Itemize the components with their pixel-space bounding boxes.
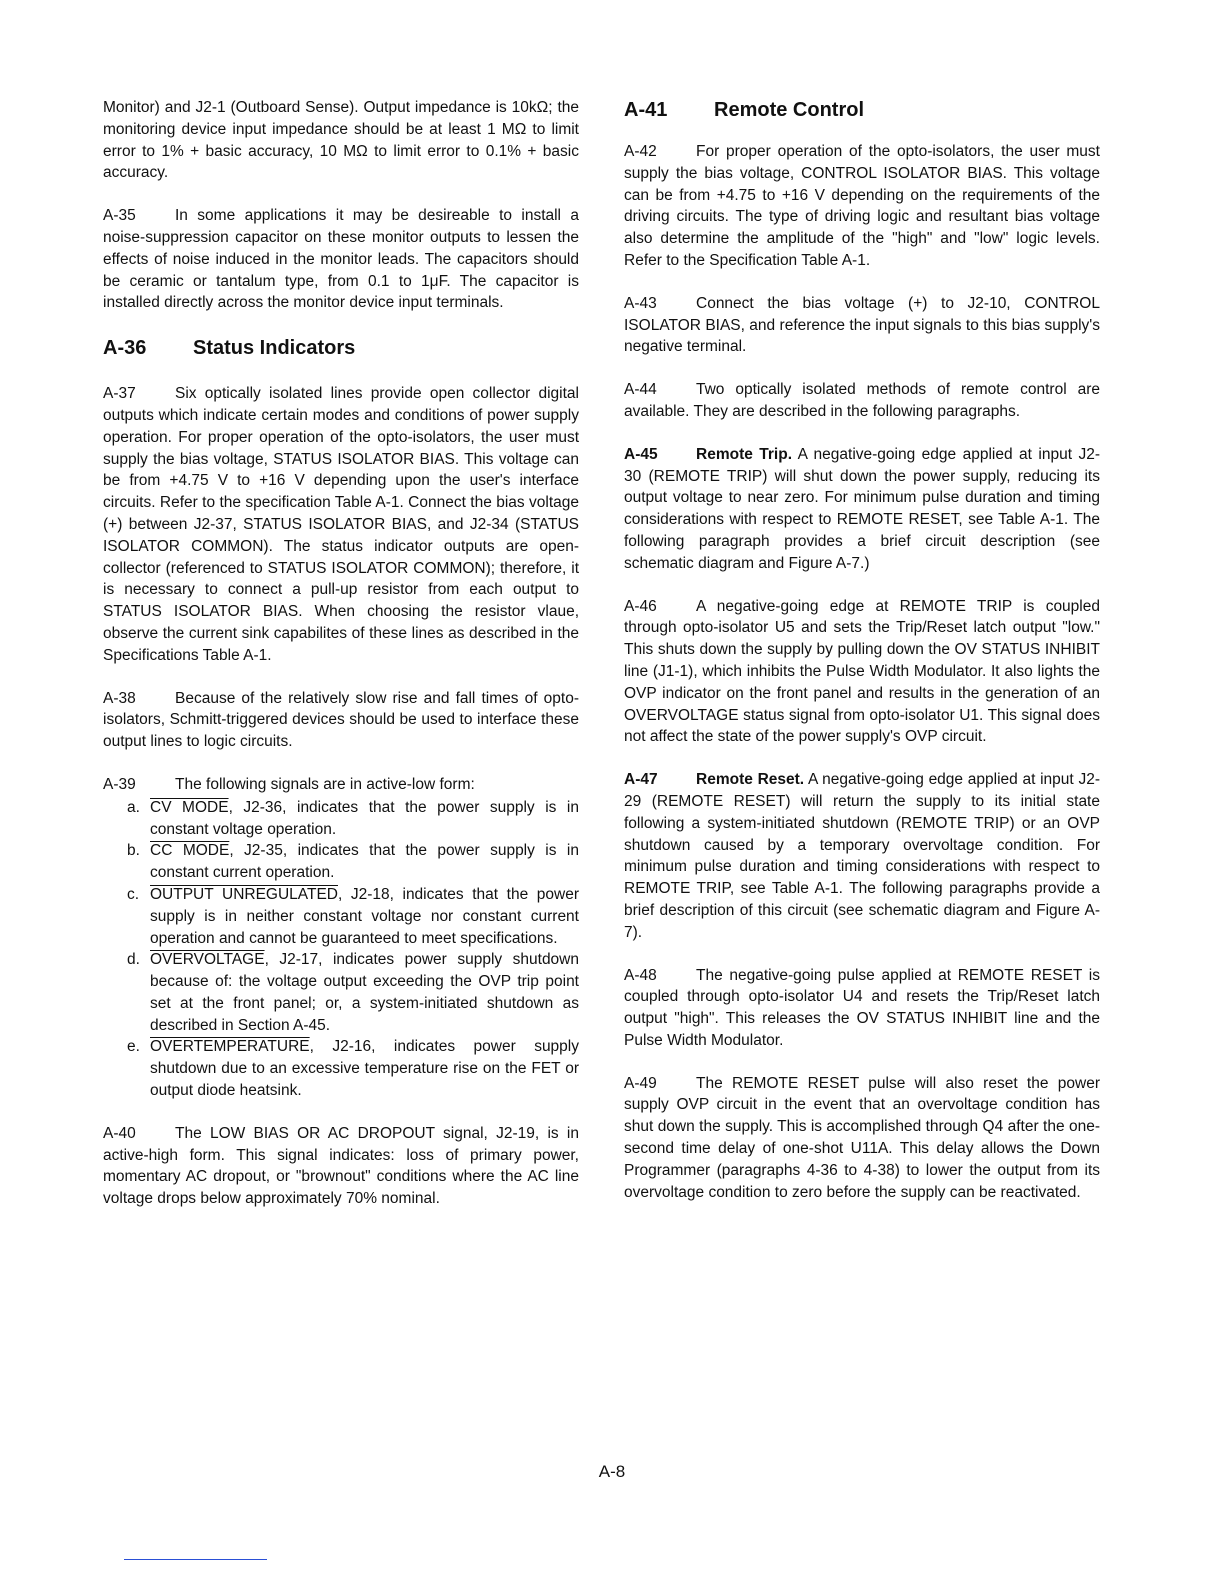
paragraph-number: A-44 [624,381,657,399]
list-item-text: , J2-36, indicates that the power supply is in constant voltage operation. [150,798,579,838]
paragraph-text: The REMOTE RESET pulse will also reset the power supply OVP circuit in the event that an overvoltage condition has shut down the supply. This is accomplished through Q4 after the one-second time delay of one-shot U11A. This delay allows the Down Programmer (paragraphs 4-36 to 4-38) to lower the output from its overvoltage condition to zero before the supply can be reactivated. [624,1074,1100,1201]
list-item-text: , J2-16, indicates power supply shutdown due to an excessive temperature rise on the FET or output diode heatsink. [150,1038,579,1100]
list-letter: a. [127,798,140,816]
right-column [624,97,1100,1224]
list-item [103,797,579,841]
paragraph-a37 [103,383,579,666]
list-letter: c. [127,885,140,903]
list-item [103,840,579,884]
paragraph-number: A-47 [624,771,658,789]
run-in-heading: Remote Reset. [696,771,805,789]
section-heading-status-indicators [103,335,579,361]
paragraph-number: A-39 [103,775,136,793]
paragraph-a49 [624,1073,1100,1204]
signal-name: OVERVOLTAGE [150,951,265,969]
list-letter: d. [127,951,140,969]
paragraph-number: A-48 [624,966,657,984]
section-title: Status Indicators [193,337,356,360]
section-title: Remote Control [714,99,864,121]
paragraph-text: A negative-going edge at REMOTE TRIP is coupled through opto-isolator U5 and sets the Trip/Reset latch output "low." This shuts down the supply by pulling down the OV STATUS INHIBIT line (J1-1), which inhibits the Pulse Width Modulator. It also lights the OVP indicator on the front panel and results in the generation of an OVERVOLTAGE status signal from opto-isolator U1. This signal does not affect the state of the power supply's OVP circuit. [624,597,1100,746]
left-column [103,97,579,1231]
signal-name: OVERTEMPERATURE [150,1038,310,1056]
paragraph-text: Because of the relatively slow rise and fall times of opto-isolators, Schmitt-triggered devices should be used to interface these output lines to logic circuits. [103,689,579,751]
paragraph-number: A-46 [624,597,657,615]
paragraph-text: Connect the bias voltage (+) to J2-10, CONTROL ISOLATOR BIAS, and reference the input signals to this bias supply's negative terminal. [624,294,1100,356]
paragraph-a46 [624,596,1100,749]
list-item [103,884,579,949]
paragraph-number: A-43 [624,294,657,312]
list-letter: e. [127,1038,140,1056]
section-heading-remote-control [624,97,1100,123]
list-item-text: , J2-17, indicates power supply shutdown because of: the voltage output exceeding the OVP trip point set at the front panel; or, a system-initiated shutdown as described in Section A-45. [150,951,579,1034]
list-letter: b. [127,842,140,860]
footer-rule [124,1559,267,1560]
signal-name: CC MODE [150,842,230,860]
paragraph-a47 [624,769,1100,943]
signal-list [103,797,579,1102]
paragraph-text: A negative-going edge applied at input J2-30 (REMOTE TRIP) will shut down the power supply, reducing its output voltage to near zero. For minimum pulse duration and timing considerations with respect to REMOTE RESET, see Table A-1. The following paragraph provides a brief circuit description (see schematic diagram and Figure A-7.) [624,445,1100,572]
paragraph-text: The negative-going pulse applied at REMOTE RESET is coupled through opto-isolator U4 and resets the Trip/Reset latch output "high". This releases the OV STATUS INHIBIT line and the Pulse Width Modulator. [624,966,1100,1049]
paragraph-a44 [624,379,1100,423]
signal-name: CV MODE [150,798,229,816]
run-in-heading: Remote Trip. [696,445,793,463]
paragraph-number: A-35 [103,207,136,225]
paragraph-a35 [103,205,579,314]
paragraph-a48 [624,965,1100,1052]
paragraph-a43 [624,293,1100,358]
paragraph-a38 [103,688,579,753]
paragraph-text: The following signals are in active-low form: [175,775,475,793]
paragraph-text: For proper operation of the opto-isolators, the user must supply the bias voltage, CONTROL ISOLATOR BIAS. This voltage can be from +4.75 to +16 V depending on the requirements of the driving circuits. The type of driving logic and resultant bias voltage also determine the amplitude of the "high" and "low" logic levels. Refer to the Specification Table A-1. [624,143,1100,269]
paragraph-number: A-45 [624,445,658,463]
list-item-text: , J2-18, indicates that the power supply is in neither constant voltage nor constant current operation and cannot be guaranteed to meet specifications. [150,885,579,947]
section-number: A-36 [103,337,147,360]
paragraph-text: The LOW BIAS OR AC DROPOUT signal, J2-19, is in active-high form. This signal indicates: loss of primary power, momentary AC dropout, or "brownout" conditions where the AC line voltage drops below approximately 70% nominal. [103,1124,579,1208]
paragraph-a39 [103,774,579,796]
section-number: A-41 [624,99,668,121]
paragraph-a45 [624,444,1100,575]
paragraph-number: A-38 [103,689,136,707]
paragraph-text: In some applications it may be desireable to install a noise-suppression capacitor on these monitor outputs to lessen the effects of noise induced in the monitor leads. The capacitors should be ceramic or tantalum type, from 0.1 to 1μF. The capacitor is installed directly across the monitor device input terminals. [103,207,579,312]
list-item [103,1036,579,1101]
paragraph-number: A-37 [103,385,136,403]
signal-name: OUTPUT UNREGULATED [150,885,338,903]
page-number: A-8 [598,1462,626,1481]
paragraph-a40 [103,1123,579,1210]
paragraph-text: Six optically isolated lines provide open collector digital outputs which indicate certain modes and conditions of power supply operation. For proper operation of the opto-isolators, the user must supply the bias voltage, STATUS ISOLATOR BIAS. This voltage can be from +4.75 V to +16 V depending upon the user's interface circuits. Refer to the specification Table A-1. Connect the bias voltage (+) between J2-37, STATUS ISOLATOR BIAS, and J2-34 (STATUS ISOLATOR COMMON). The status indicator outputs are open-collector (referenced to STATUS ISOLATOR COMMON); therefore, it is necessary to connect a pull-up resistor from each output to STATUS ISOLATOR BIAS. When choosing the resistor vlaue, observe the current sink capabilites of these lines as described in the Specifications Table A-1. [103,385,579,664]
paragraph-text: Two optically isolated methods of remote control are available. They are described in the following paragraphs. [624,381,1100,420]
paragraph-number: A-40 [103,1124,136,1142]
paragraph-text: A negative-going edge applied at input J2-29 (REMOTE RESET) will return the supply to its initial state following a system-initiated shutdown (REMOTE TRIP) or an OVP shutdown caused by a temporary overvoltage condition. For minimum pulse duration and timing considerations with respect to REMOTE TRIP, see Table A-1. The following paragraphs provide a brief description of this circuit (see schematic diagram and Figure A-7). [624,771,1100,941]
list-item-text: , J2-35, indicates that the power supply is in constant current operation. [150,842,579,882]
list-item [103,949,579,1036]
paragraph-number: A-42 [624,143,657,160]
paragraph-number: A-49 [624,1074,657,1092]
paragraph-continued: Monitor) and J2-1 (Outboard Sense). Output impedance is 10kΩ; the monitoring device input impedance should be at least 1 MΩ to limit error to 1% + basic accuracy, 10 MΩ to limit error to 0.1% + basic accuracy. [103,99,579,182]
paragraph-a42 [624,141,1100,272]
